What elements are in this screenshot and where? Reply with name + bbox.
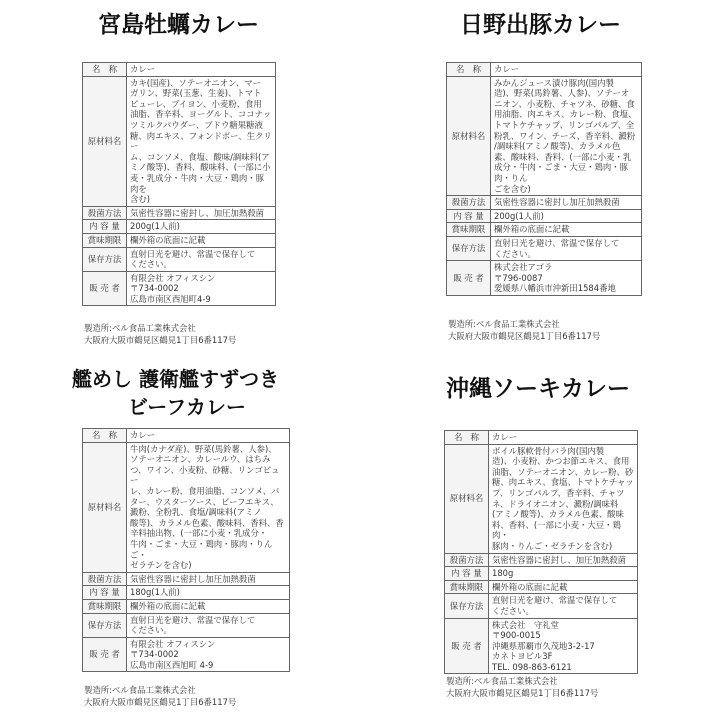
row-value: カキ(国産)、ソテーオニオン、マー ガリン、野菜(玉葱、生姜)、トマト ピューレ、ブイヨン、小麦粉、食用 油脂、香辛料、ヨーグルト、ココナッ ツミルクパウダー、ブドウ糖果糖液 糖、肉エキス、フォンドボー、生クリー ム、コンソメ、食塩、酸味/調味料(ア ミノ酸等)、香料、酸味料、(一部に小 麦・乳成分・牛肉・大豆・鶏肉・豚肉を 含む) <box>127 76 276 206</box>
table-row <box>447 223 642 237</box>
row-label: 原材料名 <box>447 76 491 196</box>
row-value: 気密性容器に密封し、加圧加熱殺菌 <box>489 553 638 567</box>
label-table <box>82 62 276 306</box>
table-row <box>83 76 276 206</box>
row-value: 欄外箱の底面に記載 <box>127 233 276 247</box>
row-label: 保存方法 <box>447 236 491 260</box>
row-value: 直射日光を避け、常温で保存して ください。 <box>491 236 642 260</box>
row-label: 販 売 者 <box>445 618 489 674</box>
row-label: 内 容 量 <box>447 209 491 223</box>
row-label: 内 容 量 <box>445 567 489 581</box>
manufacturer-address: 大阪府大阪市鶴見区鶴見1丁目6番117号 <box>446 688 599 698</box>
row-value: カレー <box>127 63 276 77</box>
table-row <box>83 247 276 271</box>
row-value: 欄外箱の底面に記載 <box>489 580 638 594</box>
product-title: 宮島牡蠣カレー <box>98 12 259 38</box>
row-value: ボイル豚軟骨付バラ肉(国内製 造)、小麦粉、かつお節エキス、食用 油脂、ソテーオニオン、カレー粉、砂 糖、肉エキス、食塩、トマトケチャッ プ、リンゴパルプ、香辛料、チャツ ネ、ドライオニオン、澱粉/調味料 (アミノ酸等)、カラメル色素、酸味 料、香料、(一部に小麦・大豆・鶏肉・ 豚肉・りんご・ゼラチンを含む) <box>489 444 638 553</box>
row-label: 内 容 量 <box>83 586 127 600</box>
row-label: 殺菌方法 <box>83 206 127 220</box>
table-row <box>445 618 638 674</box>
table-row <box>83 599 290 613</box>
row-label: 内 容 量 <box>83 220 127 234</box>
label-table <box>82 428 290 672</box>
label-table <box>444 430 638 674</box>
table-row <box>447 63 642 77</box>
table-row <box>447 209 642 223</box>
product-title: 日野出豚カレー <box>460 12 621 38</box>
row-label: 賞味期限 <box>447 223 491 237</box>
table-row <box>447 76 642 196</box>
row-label: 名 称 <box>83 429 127 443</box>
row-value: 180g <box>489 567 638 581</box>
table-row <box>445 567 638 581</box>
table-row <box>83 220 276 234</box>
table-row <box>83 63 276 77</box>
manufacturer-address: 大阪府大阪市鶴見区鶴見1丁目6番117号 <box>84 697 237 707</box>
table-row <box>83 572 290 586</box>
row-value: 200g(1人前) <box>491 209 642 223</box>
row-value: 欄外箱の底面に記載 <box>127 599 290 613</box>
manufacturer-name: 製造所:ベル食品工業株式会社 <box>446 676 558 686</box>
row-value: 有限会社 オフィスシン 〒734-0002 広島市南区西旭町4-9 <box>127 271 276 306</box>
table-row <box>83 613 290 637</box>
row-value: カレー <box>127 429 290 443</box>
row-label: 名 称 <box>447 63 491 77</box>
row-label: 保存方法 <box>83 247 127 271</box>
manufacturer-address: 大阪府大阪市鶴見区鶴見1丁目6番117号 <box>448 331 601 341</box>
row-value: 株式会社 守礼堂 〒900-0015 沖縄県那覇市久茂地3-2-17 カネトヨビル3F TEL. 098-863-6121 <box>489 618 638 674</box>
row-label: 名 称 <box>83 63 127 77</box>
manufacturer-name: 製造所:ベル食品工業株式会社 <box>84 323 196 333</box>
row-label: 販 売 者 <box>83 271 127 306</box>
row-label: 賞味期限 <box>83 233 127 247</box>
row-value: 180g(1人前) <box>127 586 290 600</box>
table-row <box>445 580 638 594</box>
label-table <box>446 62 642 296</box>
product-title: 艦めし 護衛艦すずつき <box>72 367 280 391</box>
table-row <box>445 444 638 553</box>
row-value: 200g(1人前) <box>127 220 276 234</box>
row-label: 賞味期限 <box>83 599 127 613</box>
row-label: 原材料名 <box>445 444 489 553</box>
row-value: 直射日光を避け、常温で保存して ください。 <box>489 594 638 618</box>
table-row <box>83 271 276 306</box>
row-label: 販 売 者 <box>83 637 127 672</box>
row-value: 株式会社アゴラ 〒796-0087 愛媛県八幡浜市沖新田1584番地 <box>491 261 642 296</box>
table-row <box>445 553 638 567</box>
row-label: 原材料名 <box>83 76 127 206</box>
row-value: 直射日光を避け、常温で保存して ください。 <box>127 613 290 637</box>
row-label: 殺菌方法 <box>83 572 127 586</box>
table-row <box>83 586 290 600</box>
row-value: みかんジュース漬け豚肉(国内製 造)、野菜(馬鈴薯、人参)、ソテーオ ニオン、小麦粉、チャツネ、砂糖、食 用油脂、肉エキス、カレー粉、食塩、 トマトケチャップ、リンゴパルプ、全 粉乳、ワイン、チーズ、香辛料、澱粉 /調味料(アミノ酸等)、カラメル色 素、酸味料、香料、(一部に小麦・乳 成分・牛肉・ごま・大豆・鶏肉・豚肉・りん ごを含む) <box>491 76 642 196</box>
product-title: 沖縄ソーキカレー <box>446 376 630 402</box>
row-value: 気密性容器に密封し、加圧加熱殺菌 <box>127 206 276 220</box>
manufacturer-address: 大阪府大阪市鶴見区鶴見1丁目6番117号 <box>84 335 237 345</box>
row-label: 殺菌方法 <box>447 196 491 210</box>
row-value: カレー <box>489 431 638 445</box>
row-label: 原材料名 <box>83 442 127 572</box>
manufacturer-name: 製造所:ベル食品工業株式会社 <box>84 685 196 695</box>
table-row <box>83 429 290 443</box>
table-row <box>83 233 276 247</box>
row-value: 気密性容器に密封し加圧加熱殺菌 <box>127 572 290 586</box>
row-value: カレー <box>491 63 642 77</box>
row-label: 殺菌方法 <box>445 553 489 567</box>
table-row <box>83 206 276 220</box>
row-label: 賞味期限 <box>445 580 489 594</box>
row-value: 牛肉(カナダ産)、野菜(馬鈴薯、人参)、 ソテーオニオン、カレールウ、はちみ つ、ワイン、小麦粉、砂糖、リンゴピュー レ、カレー粉、食用油脂、コンソメ、バ ター、ウスターソース、ビーフエキス、 澱粉、全粉乳、食塩/調味料(アミノ 酸等)、カラメル色素、酸味料、香料、香 辛料抽出物、(一部に小麦・乳成分・ 牛肉・ごま・大豆・鶏肉・豚肉・りんご・ ゼラチンを含む) <box>127 442 290 572</box>
table-row <box>445 431 638 445</box>
row-value: 直射日光を避け、常温で保存して ください。 <box>127 247 276 271</box>
manufacturer-name: 製造所:ベル食品工業株式会社 <box>448 319 560 329</box>
table-row <box>447 196 642 210</box>
row-label: 名 称 <box>445 431 489 445</box>
table-row <box>447 236 642 260</box>
row-value: 有限会社 オフィスシン 〒734-0002 広島市南区西旭町 4-9 <box>127 637 290 672</box>
row-label: 販 売 者 <box>447 261 491 296</box>
product-subtitle: ビーフカレー <box>128 395 246 419</box>
table-row <box>83 442 290 572</box>
row-value: 欄外箱の底面に記載 <box>491 223 642 237</box>
row-label: 保存方法 <box>445 594 489 618</box>
table-row <box>447 261 642 296</box>
row-value: 気密性容器に密封し加圧加熱殺菌 <box>491 196 642 210</box>
row-label: 保存方法 <box>83 613 127 637</box>
table-row <box>83 637 290 672</box>
table-row <box>445 594 638 618</box>
